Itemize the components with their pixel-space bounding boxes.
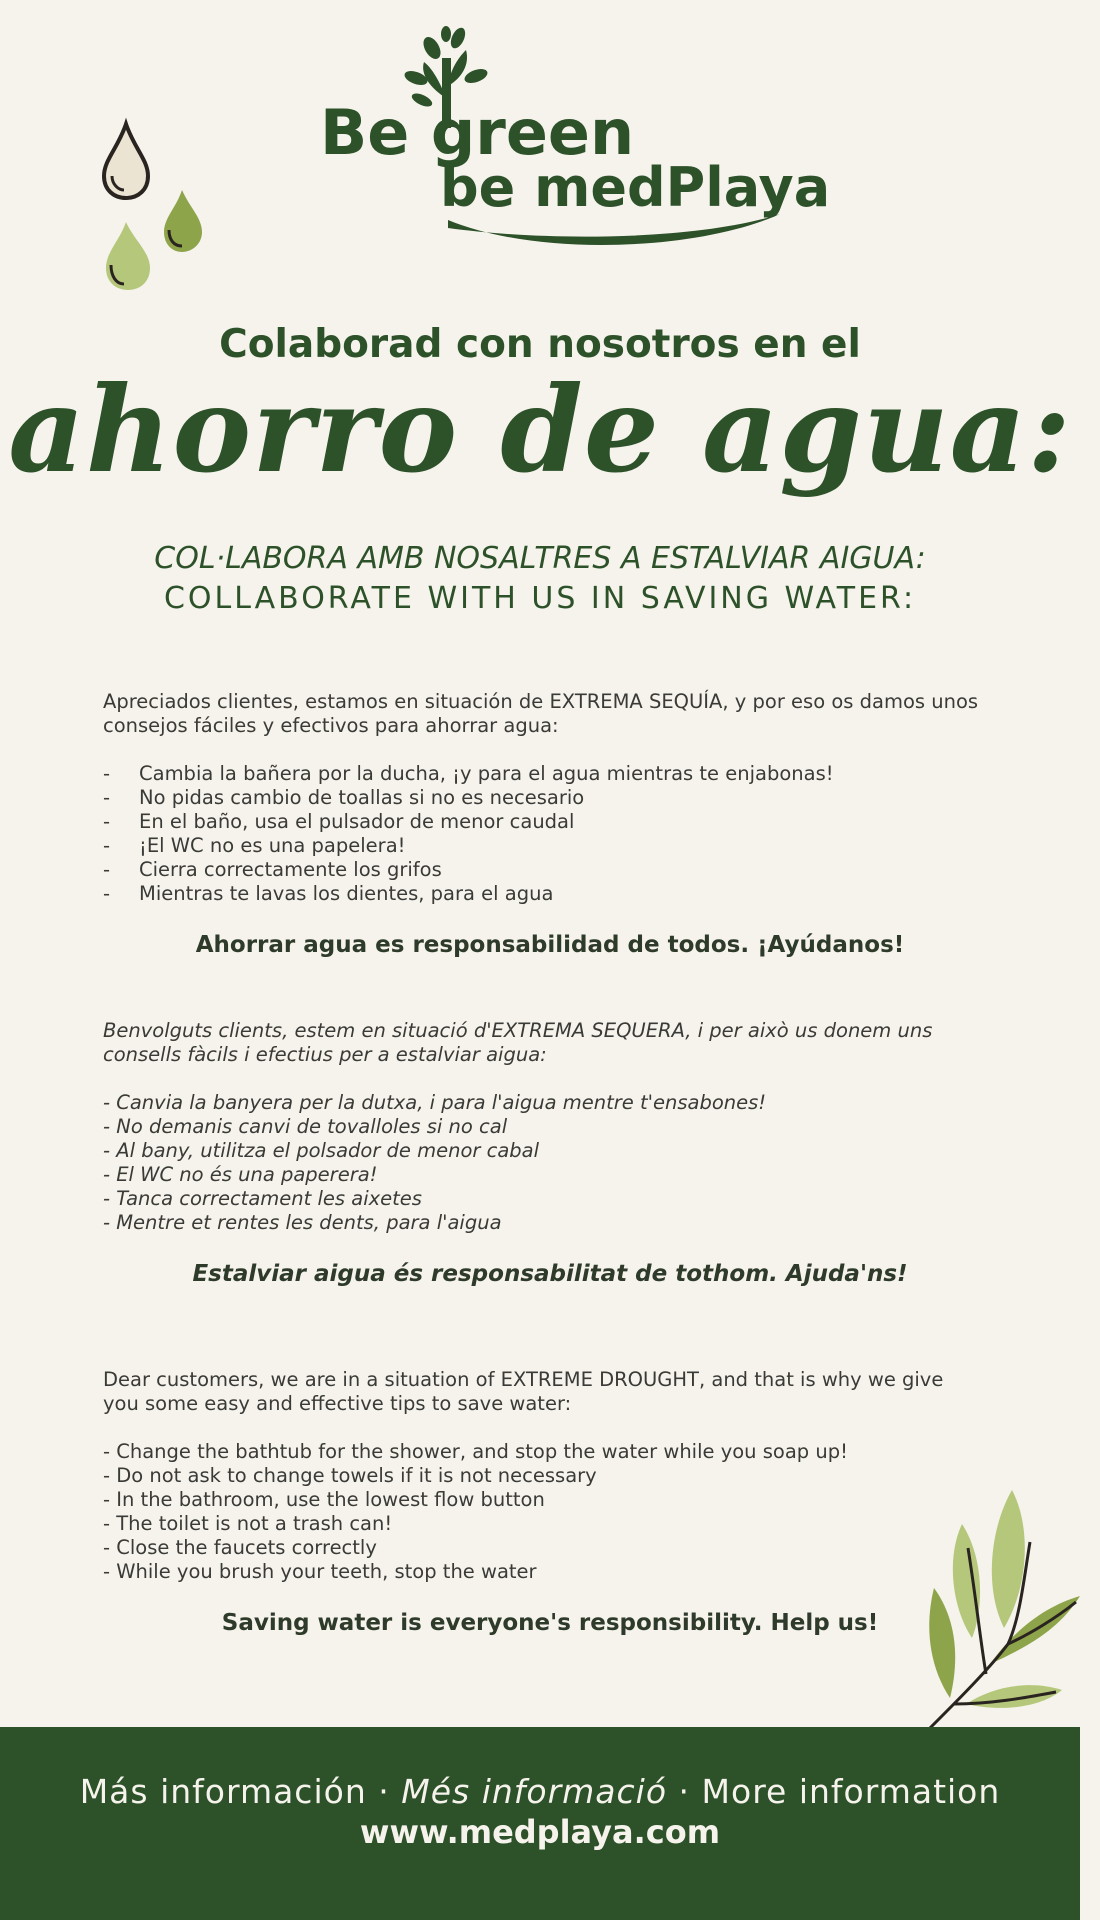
- footer-separator: ·: [378, 1772, 390, 1811]
- subtitle-english: COLLABORATE WITH US IN SAVING WATER:: [163, 581, 917, 616]
- water-drop-icon: [164, 190, 202, 252]
- list-item: - Canvia la banyera per la dutxa, i para l'aigua mentre t'ensabones!: [103, 1091, 767, 1114]
- footer-separator: ·: [678, 1772, 691, 1811]
- footer-info-ca: Més informació: [401, 1772, 668, 1811]
- list-item: - Mientras te lavas los dientes, para el agua: [103, 882, 554, 905]
- list-item: - While you brush your teeth, stop the water: [103, 1560, 537, 1583]
- list-item: - Do not ask to change towels if it is not necessary: [103, 1464, 597, 1487]
- brand-logo: [320, 28, 831, 258]
- spanish-section: [103, 690, 983, 906]
- footer-info-es: Más información: [79, 1772, 367, 1811]
- water-drop-icon: [106, 222, 150, 290]
- list-item: - Cierra correctamente los grifos: [103, 858, 442, 881]
- headline-main: ahorro de agua:: [8, 360, 1072, 499]
- catalan-intro: Benvolguts clients, estem en situació d'EXTREMA SEQUERA, i per això us donem uns consells fàcils i efectius per a estalviar aigua:: [103, 1019, 933, 1066]
- leaves-icon: [920, 1478, 1080, 1728]
- english-section: [103, 1368, 983, 1584]
- list-item: - No pidas cambio de toallas si no es necesario: [103, 786, 585, 809]
- website-link[interactable]: www.medplaya.com: [359, 1813, 721, 1851]
- list-item: - Close the faucets correctly: [103, 1536, 377, 1559]
- english-intro: Dear customers, we are in a situation of EXTREME DROUGHT, and that is why we give you some easy and effective tips to save water:: [103, 1368, 944, 1415]
- logo-line1: Be green: [320, 96, 635, 169]
- list-item: - En el baño, usa el pulsador de menor caudal: [103, 810, 575, 833]
- list-item: - Mentre et rentes les dents, para l'aigua: [103, 1211, 502, 1234]
- catalan-closing: Estalviar aigua és responsabilitat de tothom. Ajuda'ns!: [192, 1261, 908, 1287]
- list-item: - Tanca correctament les aixetes: [103, 1187, 422, 1210]
- spanish-tips-list: [103, 762, 983, 906]
- water-drops-icon: [98, 120, 218, 300]
- list-item: - El WC no és una paperera!: [103, 1163, 378, 1186]
- list-item: - Cambia la bañera por la ducha, ¡y para el agua mientras te enjabonas!: [103, 762, 834, 785]
- list-item: - Change the bathtub for the shower, and stop the water while you soap up!: [103, 1440, 848, 1463]
- list-item: - ¡El WC no es una papelera!: [103, 834, 406, 857]
- spanish-intro: Apreciados clientes, estamos en situación de EXTREMA SEQUÍA, y por eso os damos unos consejos fáciles y efectivos para ahorrar agua:: [103, 690, 979, 737]
- list-item: - Al bany, utilitza el polsador de menor cabal: [103, 1139, 540, 1162]
- english-closing: Saving water is everyone's responsibility. Help us!: [221, 1610, 879, 1636]
- english-tips-list: [103, 1440, 983, 1584]
- water-drop-icon: [104, 124, 148, 198]
- footer-info: [0, 1772, 1080, 1811]
- list-item: - No demanis canvi de tovalloles si no cal: [103, 1115, 508, 1138]
- headline-intro: Colaborad con nosotros en el: [219, 322, 861, 367]
- footer-info-en: More information: [701, 1772, 1001, 1811]
- list-item: - The toilet is not a trash can!: [103, 1512, 393, 1535]
- logo-line2: be medPlaya: [440, 156, 831, 219]
- spanish-closing: Ahorrar agua es responsabilidad de todos. ¡Ayúdanos!: [195, 932, 905, 958]
- list-item: - In the bathroom, use the lowest flow button: [103, 1488, 545, 1511]
- subtitle-catalan: COL·LABORA AMB NOSALTRES A ESTALVIAR AIGUA:: [154, 541, 926, 576]
- catalan-tips-list: [103, 1091, 983, 1235]
- catalan-section: [103, 1019, 983, 1235]
